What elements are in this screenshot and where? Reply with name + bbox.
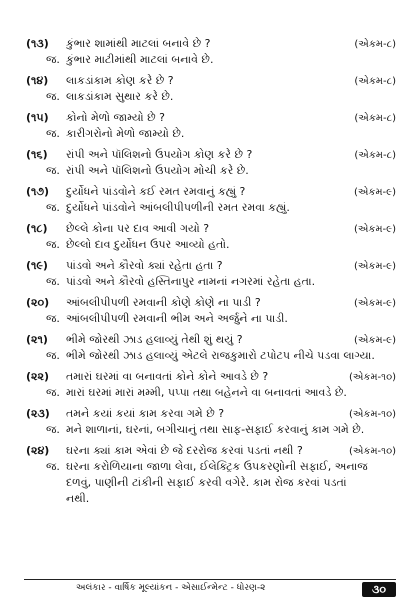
answer-label: જ. bbox=[46, 275, 60, 288]
unit-reference: (એકમ-૮) bbox=[354, 113, 396, 124]
qa-item-17 bbox=[26, 184, 396, 216]
unit-reference: (એકમ-૮) bbox=[354, 76, 396, 87]
answer-text: પાંડવો અને કૌરવો હસ્તિનાપુર નામનાં નગરમાં રહેતા હતા. bbox=[66, 275, 316, 288]
answer-label: જ. bbox=[46, 90, 60, 103]
answer-text: લાકડાંકામ સુથાર કરે છે. bbox=[66, 90, 174, 103]
unit-reference: (એકમ-૮) bbox=[354, 39, 396, 50]
answer-text: રાંપી અને પૉલિશનો ઉપયોગ મોચી કરે છે. bbox=[66, 164, 249, 177]
qa-item-13 bbox=[26, 36, 396, 68]
unit-reference: (એકમ-૯) bbox=[353, 335, 396, 346]
page-number: ૩૦ bbox=[362, 582, 396, 597]
question-number: (૨૩) bbox=[26, 407, 50, 420]
answer-text: દુર્યોધને પાંડવોને આંબલીપીપળીની રમત રમવા કહ્યું. bbox=[66, 201, 290, 214]
question-number: (૨૪) bbox=[26, 444, 50, 457]
question-text: કોનો મેળો જામ્યો છે ? bbox=[66, 111, 165, 124]
qa-item-20 bbox=[26, 295, 396, 327]
qa-item-24 bbox=[26, 443, 396, 507]
qa-item-21 bbox=[26, 332, 396, 364]
qa-item-15 bbox=[26, 110, 396, 142]
answer-label: જ. bbox=[46, 386, 60, 399]
qa-item-22 bbox=[26, 369, 396, 401]
question-text: લાકડાંકામ કોણ કરે છે ? bbox=[66, 74, 174, 87]
unit-reference: (એકમ-૯) bbox=[353, 224, 396, 235]
answer-label: જ. bbox=[46, 127, 60, 140]
unit-reference: (એકમ-૮) bbox=[354, 150, 396, 161]
qa-item-19 bbox=[26, 258, 396, 290]
question-text: દુર્યોધને પાંડવોને કઈ રમત રમવાનું કહ્યું ? bbox=[66, 185, 246, 198]
qa-item-16 bbox=[26, 147, 396, 179]
answer-text: આંબલીપીપળી રમવાની ભીમ અને અર્જુને ના પાડી. bbox=[66, 312, 288, 325]
answer-label: જ. bbox=[46, 238, 60, 251]
answer-continuation: નથી. bbox=[66, 492, 90, 505]
page-footer bbox=[24, 579, 396, 598]
unit-reference: (એકમ-૯) bbox=[353, 298, 396, 309]
answer-label: જ. bbox=[46, 164, 60, 177]
answer-label: જ. bbox=[46, 423, 60, 436]
question-text: તમને કયાં કયાં કામ કરવા ગમે છે ? bbox=[66, 407, 225, 420]
answer-text: છેલ્લો દાવ દુર્યોધન ઉપર આવ્યો હતો. bbox=[66, 238, 230, 251]
unit-reference: (એકમ-૧૦) bbox=[348, 372, 396, 383]
question-number: (૧૮) bbox=[26, 222, 48, 235]
question-text: ભીમે જોરથી ઝાડ હલાવ્યું તેથી શું થયું ? bbox=[66, 333, 243, 346]
question-text: છેલ્લે કોના પર દાવ આવી ગયો ? bbox=[66, 222, 210, 235]
answer-text: કુંભાર માટીમાંથી માટલાં બનાવે છે. bbox=[66, 53, 214, 66]
question-number: (૨૨) bbox=[26, 370, 49, 383]
qa-item-23 bbox=[26, 406, 396, 438]
question-number: (૧૩) bbox=[26, 37, 49, 50]
question-number: (૧૬) bbox=[26, 148, 48, 161]
answer-text: ભીમે જોરથી ઝાડ હલાવ્યું એટલે રાજકુમારો ટપોટપ નીચે પડવા લાગ્યા. bbox=[66, 349, 375, 362]
question-number: (૧૭) bbox=[26, 185, 50, 198]
question-text: રાંપી અને પૉલિશનો ઉપયોગ કોણ કરે છે ? bbox=[66, 148, 253, 161]
unit-reference: (એકમ-૯) bbox=[353, 261, 396, 272]
question-text: તમારાં ઘરમાં વા બનાવતાં કોને કોને આવડે છે ? bbox=[66, 370, 269, 383]
question-number: (૨૧) bbox=[26, 333, 48, 346]
question-text: આંબલીપીપળી રમવાની કોણે કોણે ના પાડી ? bbox=[66, 296, 261, 309]
answer-label: જ. bbox=[46, 201, 60, 214]
question-number: (૧૫) bbox=[26, 111, 49, 124]
answer-text: ઘરના કરોળિયાના જાળા લેવા, ઈલેક્ટ્રિક ઉપકરણોની સફાઈ, અનાજ bbox=[66, 460, 368, 473]
footer-text: અલંકાર - વાર્ષિક મૂલ્યાંકન - એસાઈન્મેન્ટ - ધોરણ-૨ bbox=[76, 583, 266, 593]
answer-continuation: દળવું, પાણીની ટાંકીની સફાઈ કરવી વગેરે. કામ રોજ કરવાં પડતાં bbox=[66, 476, 347, 489]
answer-label: જ. bbox=[46, 312, 60, 325]
question-text: કુંભાર શામાંથી માટલાં બનાવે છે ? bbox=[66, 37, 211, 50]
question-text: ઘરના ક્યાં કામ એવાં છે જે દરરોજ કરવાં પડતાં નથી ? bbox=[66, 444, 303, 457]
unit-reference: (એકમ-૧૦) bbox=[348, 409, 396, 420]
answer-label: જ. bbox=[46, 53, 60, 66]
qa-item-18 bbox=[26, 221, 396, 253]
answer-label: જ. bbox=[46, 460, 60, 473]
answer-text: મને શાળાનાં, ઘરનાં, બગીચાનું તથા સાફ-સફાઈ કરવાનું કામ ગમે છે. bbox=[66, 423, 365, 436]
question-number: (૧૯) bbox=[26, 259, 48, 272]
question-text: પાંડવો અને કૌરવો ક્યાં રહેતા હતા ? bbox=[66, 259, 223, 272]
answer-label: જ. bbox=[46, 349, 60, 362]
question-number: (૧૪) bbox=[26, 74, 49, 87]
unit-reference: (એકમ-૯) bbox=[353, 187, 396, 198]
qa-item-14 bbox=[26, 73, 396, 105]
answer-text: મારાં ઘરમાં મારાં મમ્મી, પપ્પા તથા બહેનને વા બનાવતાં આવડે છે. bbox=[66, 386, 347, 399]
question-number: (૨૦) bbox=[26, 296, 50, 309]
unit-reference: (એકમ-૧૦) bbox=[348, 446, 396, 457]
answer-text: કારીગરોનો મેળો જામ્યો છે. bbox=[66, 127, 185, 140]
